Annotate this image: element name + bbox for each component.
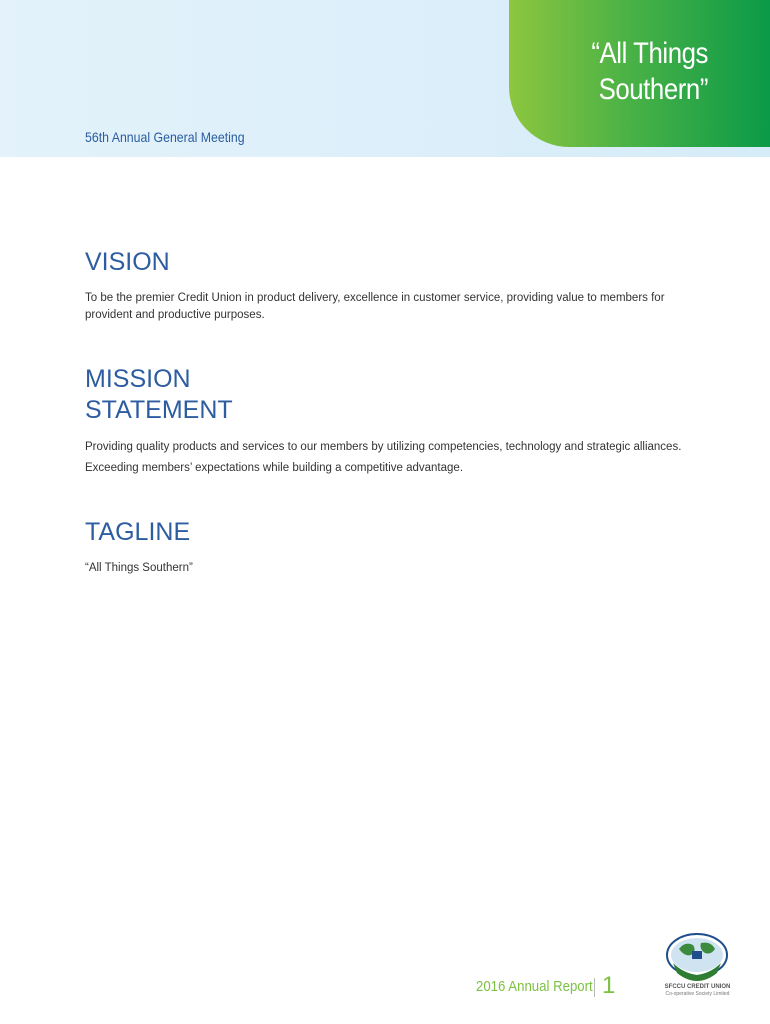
footer-divider	[594, 978, 595, 997]
tagline-heading: TAGLINE	[85, 518, 191, 546]
tagline-body: “All Things Southern”	[85, 562, 193, 574]
title-tab-text: “All Things Southern”	[591, 37, 708, 106]
title-tab	[509, 0, 770, 147]
vision-body: To be the premier Credit Union in product delivery, excellence in customer service, providing value to members for provident and productive purposes.	[85, 292, 665, 321]
footer-report-label: 2016 Annual Report	[476, 978, 593, 995]
mission-body: Providing quality products and services to our members by utilizing competencies, technology and strategic alliances. Exceeding members’ expectations while building a competitive advantage.	[85, 441, 682, 474]
credit-union-logo	[660, 933, 735, 998]
vision-heading: VISION	[85, 248, 170, 276]
page-number: 1	[602, 972, 616, 999]
globe-hands-icon	[665, 933, 729, 983]
logo-name: SFCCU CREDIT UNION	[664, 984, 731, 990]
meeting-label: 56th Annual General Meeting	[85, 129, 245, 145]
logo-subtitle: Co-operative Society Limited	[665, 991, 730, 997]
mission-heading: MISSION STATEMENT	[85, 365, 233, 424]
